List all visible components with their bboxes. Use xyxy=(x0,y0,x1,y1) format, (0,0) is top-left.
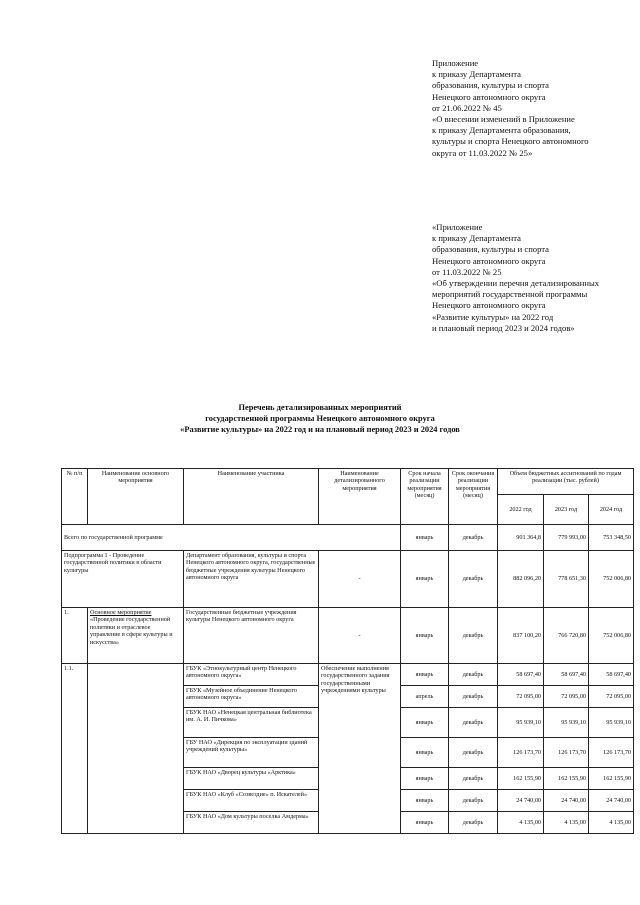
appendix-2-line: мероприятий государственной программы xyxy=(432,289,588,300)
main-measure-num: 1. xyxy=(62,608,88,664)
institution-start: январь xyxy=(401,738,449,768)
header-year-2023: 2023 год xyxy=(544,495,589,525)
institution-2022: 4 135,00 xyxy=(498,812,544,834)
institution-2024: 95 939,10 xyxy=(589,708,634,738)
header-detailed-measure: Наименование детализированного мероприятия xyxy=(319,469,401,525)
institution-2022: 126 173,70 xyxy=(498,738,544,768)
institution-end: декабрь xyxy=(449,664,498,686)
appendix-1-line: к приказу Департамента образования, xyxy=(432,125,571,136)
institution-2022: 72 095,00 xyxy=(498,686,544,708)
appendix-2-line: Ненецкого автономного округа xyxy=(432,300,546,311)
institution-end: декабрь xyxy=(449,738,498,768)
appendix-2-block xyxy=(432,222,599,334)
subprogram-participant: Департамент образования, культуры и спорта Ненецкого автономного округа, государственные бюджетные учреждения культуры Ненецкого автономного округа xyxy=(184,551,319,608)
subprogram-2022: 882 096,20 xyxy=(498,551,544,608)
institution-2022: 95 939,10 xyxy=(498,708,544,738)
appendix-2-line: «Об утверждении перечня детализированных xyxy=(432,278,600,289)
appendix-2-line: «Развитие культуры» на 2022 год xyxy=(432,311,554,322)
institution-2023: 162 155,90 xyxy=(544,768,589,790)
appendix-2-line: к приказу Департамента xyxy=(432,233,521,244)
institution-2023: 58 697,40 xyxy=(544,664,589,686)
sub-measure-num: 1.1. xyxy=(62,664,88,834)
main-measure-2024: 752 006,80 xyxy=(589,608,634,664)
header-end: Срок окончания реализации мероприятия (месяц) xyxy=(449,469,498,525)
institution-start: январь xyxy=(401,708,449,738)
appendix-1-line: культуры и спорта Ненецкого автономного xyxy=(432,136,589,147)
institution-2023: 24 740,00 xyxy=(544,790,589,812)
institution-2024: 126 173,70 xyxy=(589,738,634,768)
institution-2024: 162 155,90 xyxy=(589,768,634,790)
institution-start: январь xyxy=(401,812,449,834)
appendix-1-line: «О внесении изменений в Приложение xyxy=(432,114,575,125)
institution-2022: 58 697,40 xyxy=(498,664,544,686)
institution-start: январь xyxy=(401,664,449,686)
institution-2024: 24 740,00 xyxy=(589,790,634,812)
main-measure-end: декабрь xyxy=(449,608,498,664)
header-year-2024: 2024 год xyxy=(589,495,634,525)
appendix-2-line: от 11.03.2022 № 25 xyxy=(432,266,502,277)
total-row xyxy=(62,525,634,551)
main-measure-2022: 837 100,20 xyxy=(498,608,544,664)
header-main-measure: Наименование основного мероприятия xyxy=(88,469,184,525)
sub-measure-detailed: Обеспечение выполнения государственного задания государственными учреждениями культуры xyxy=(319,664,401,834)
institution-2022: 24 740,00 xyxy=(498,790,544,812)
header-budget: Объем бюджетных ассигнований по годам реализации (тыс. рублей) xyxy=(498,469,634,495)
main-measure-text: «Проведение государственной политики и отраслевое управление в сфере культуры и искусства» xyxy=(90,616,173,646)
appendix-1-line: округа от 11.03.2022 № 25» xyxy=(432,147,533,158)
institution-2023: 72 095,00 xyxy=(544,686,589,708)
appendix-1-block xyxy=(432,58,589,159)
appendix-2-line: образования, культуры и спорта xyxy=(432,244,549,255)
subprogram-2024: 752 006,80 xyxy=(589,551,634,608)
main-measure-row xyxy=(62,608,634,664)
sub-measure-empty xyxy=(88,664,184,834)
subprogram-detailed: - xyxy=(319,551,401,608)
title-line: государственной программы Ненецкого автономного округа xyxy=(205,414,435,423)
appendix-2-line: «Приложение xyxy=(432,222,483,232)
main-measure-2023: 766 720,80 xyxy=(544,608,589,664)
institution-2024: 58 697,40 xyxy=(589,664,634,686)
header-num: № п/п xyxy=(62,469,88,525)
institution-name: ГБУ НАО «Дирекция по эксплуатации зданий учреждений культуры» xyxy=(184,738,319,768)
institution-name: ГБУК НАО «Дворец культуры «Арктика» xyxy=(184,768,319,790)
institution-start: апрель xyxy=(401,686,449,708)
measures-table xyxy=(61,468,634,834)
appendix-2-line: и плановый период 2023 и 2024 годов» xyxy=(432,322,575,333)
institution-start: январь xyxy=(401,790,449,812)
subprogram-row xyxy=(62,551,634,608)
main-measure-participant: Государственные бюджетные учреждения культуры Ненецкого автономного округа xyxy=(184,608,319,664)
header-start: Срок начала реализации мероприятия (месяц) xyxy=(401,469,449,525)
total-2022: 901 364,8 xyxy=(498,525,544,551)
appendix-1-line: Приложение xyxy=(432,58,479,68)
document-title xyxy=(0,402,640,435)
institution-end: декабрь xyxy=(449,768,498,790)
institution-2023: 4 135,00 xyxy=(544,812,589,834)
total-2023: 779 993,00 xyxy=(544,525,589,551)
institution-2024: 72 095,00 xyxy=(589,686,634,708)
institution-name: ГБУК НАО «Ненецкая центральная библиотека им. А. И. Пичкова» xyxy=(184,708,319,738)
subprogram-start: январь xyxy=(401,551,449,608)
header-year-2022: 2022 год xyxy=(498,495,544,525)
institution-end: декабрь xyxy=(449,708,498,738)
institution-name: ГБУК НАО «Дом культуры поселка Амдерма» xyxy=(184,812,319,834)
appendix-1-line: к приказу Департамента xyxy=(432,69,521,80)
main-measure-detailed: - xyxy=(319,608,401,664)
header-row xyxy=(62,469,634,495)
main-measure-start: январь xyxy=(401,608,449,664)
institution-2024: 4 135,00 xyxy=(589,812,634,834)
institution-end: декабрь xyxy=(449,686,498,708)
institution-name: ГБУК «Этнокультурный центр Ненецкого автономного округа» xyxy=(184,664,319,686)
institution-start: январь xyxy=(401,768,449,790)
header-participant: Наименование участника xyxy=(184,469,319,525)
total-start: январь xyxy=(401,525,449,551)
main-measure-label xyxy=(88,608,184,664)
appendix-1-line: Ненецкого автономного округа xyxy=(432,91,546,102)
institution-end: декабрь xyxy=(449,790,498,812)
title-line: «Развитие культуры» на 2022 год и на плановый период 2023 и 2024 годов xyxy=(180,425,460,434)
title-line: Перечень детализированных мероприятий xyxy=(238,403,402,412)
institution-row xyxy=(62,664,634,686)
total-label: Всего по государственной программе xyxy=(62,525,401,551)
total-end: декабрь xyxy=(449,525,498,551)
subprogram-2023: 778 651,30 xyxy=(544,551,589,608)
main-measure-title: Основное мероприятие xyxy=(90,609,152,616)
institution-2023: 126 173,70 xyxy=(544,738,589,768)
institution-name: ГБУК «Музейное объединение Ненецкого автономного округа» xyxy=(184,686,319,708)
appendix-2-line: Ненецкого автономного округа xyxy=(432,255,546,266)
institution-name: ГБУК НАО «Клуб «Созвездие» п. Искателей» xyxy=(184,790,319,812)
appendix-1-line: образования, культуры и спорта xyxy=(432,80,549,91)
institution-2023: 95 939,10 xyxy=(544,708,589,738)
total-2024: 753 348,50 xyxy=(589,525,634,551)
appendix-1-line: от 21.06.2022 № 45 xyxy=(432,102,502,113)
institution-2022: 162 155,90 xyxy=(498,768,544,790)
subprogram-label: Подпрограмма 1 - Проведение государственной политики в области культуры xyxy=(62,551,184,608)
institution-end: декабрь xyxy=(449,812,498,834)
subprogram-end: декабрь xyxy=(449,551,498,608)
